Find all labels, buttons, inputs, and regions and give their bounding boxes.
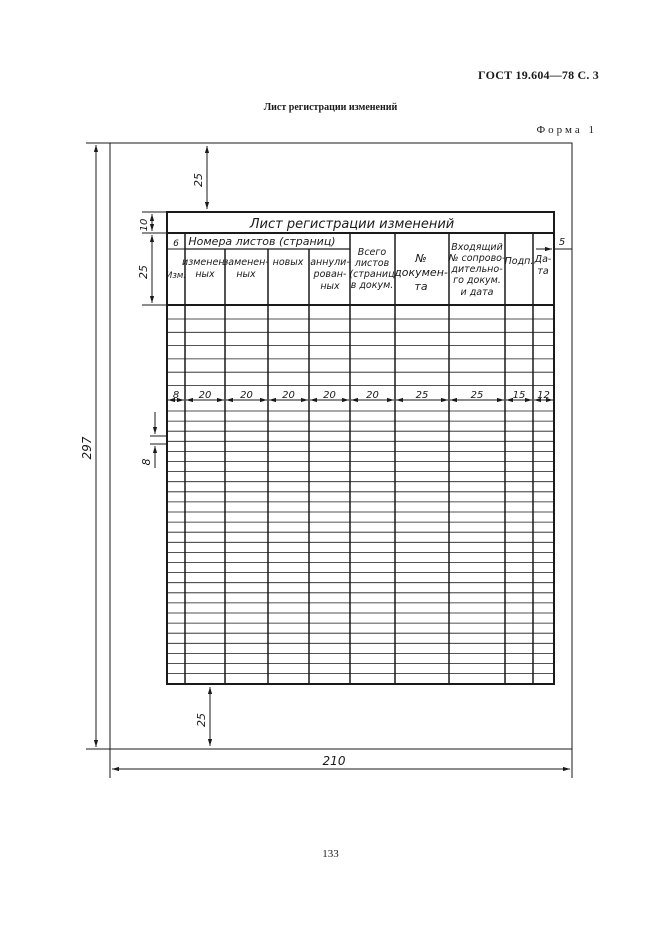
col-izmenennyh-header [182, 257, 229, 280]
svg-text:ных: ных [236, 269, 256, 280]
col-vhodyashchiy-header [448, 242, 506, 298]
col-vsego-header [349, 247, 394, 291]
column-width-label: 25 [415, 390, 429, 401]
svg-text:и дата: и дата [460, 287, 494, 298]
dim-top-margin-label: 25 [192, 173, 205, 187]
svg-text:дительно-: дительно- [451, 264, 503, 275]
svg-text:ных: ных [195, 269, 215, 280]
page-number: 133 [322, 848, 339, 860]
svg-text:№: № [415, 252, 427, 265]
column-width-label: 20 [282, 390, 295, 401]
dim-page-height-label: 297 [80, 436, 94, 460]
column-width-label: 12 [537, 390, 550, 401]
form-label: Форма 1 [536, 124, 597, 136]
svg-text:та: та [414, 280, 428, 293]
page-header: ГОСТ 19.604—78 С. 3 [478, 68, 599, 82]
group-header: Номера листов (страниц) [188, 235, 336, 248]
svg-text:Всего: Всего [357, 247, 387, 258]
svg-text:аннули-: аннули- [310, 257, 350, 268]
col-izm: Изм. [166, 271, 186, 281]
column-width-label: 20 [366, 390, 379, 401]
svg-text:в докум.: в докум. [350, 280, 394, 291]
svg-text:та: та [537, 266, 549, 277]
column-width-label: 25 [470, 390, 484, 401]
dim-header-row-label: 25 [137, 265, 150, 279]
svg-text:изменен-: изменен- [182, 257, 228, 268]
column-width-label: 8 [172, 390, 180, 401]
col-data-header [534, 254, 552, 277]
svg-text:ных: ных [320, 281, 340, 292]
small-cell-dimension: 6 [173, 239, 179, 249]
svg-text:(страниц: (страниц [349, 269, 395, 280]
table-title: Лист регистрации изменений [249, 217, 455, 232]
column-width-label: 20 [198, 390, 212, 401]
svg-text:заменен-: заменен- [223, 257, 269, 268]
svg-text:Входящий: Входящий [451, 242, 503, 253]
svg-text:листов: листов [354, 258, 390, 269]
svg-text:докумен-: докумен- [394, 266, 448, 279]
svg-text:Да-: Да- [534, 254, 552, 265]
svg-text:го докум.: го докум. [453, 275, 501, 286]
dim-row-height-label: 8 [140, 458, 153, 466]
col-annulirovannyh-header [310, 257, 350, 292]
dim-page-width-label: 210 [322, 754, 346, 768]
svg-text:рован-: рован- [313, 269, 347, 280]
column-width-label: 20 [240, 390, 253, 401]
svg-text:№ сопрово-: № сопрово- [448, 253, 506, 264]
col-novyh-header: новых [272, 257, 304, 268]
dim-right-gap-label: 5 [558, 237, 566, 248]
column-width-label: 15 [512, 390, 526, 401]
col-zamenennyh-header [223, 257, 269, 280]
col-podp-header: Подп. [504, 256, 534, 267]
dim-title-row-label: 10 [139, 218, 150, 232]
col-nomer-header [393, 252, 448, 293]
sheet-title: Лист регистрации изменений [263, 102, 398, 113]
column-width-label: 20 [323, 390, 336, 401]
dim-bottom-margin-label: 25 [195, 713, 208, 727]
